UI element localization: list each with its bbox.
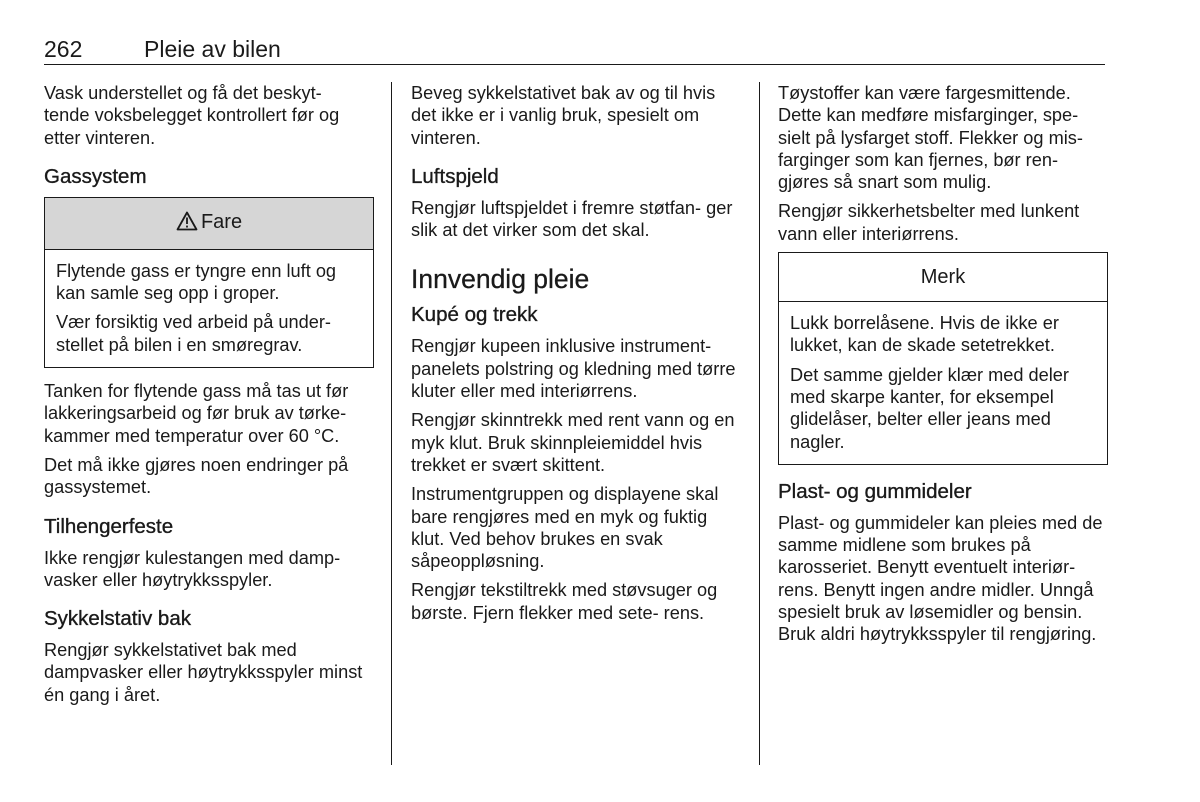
page-number: 262 bbox=[44, 36, 83, 62]
section-heading-kupe: Kupé og trekk bbox=[411, 303, 538, 327]
body-paragraph: Rengjør sikkerhetsbelter med lunkent vann eller interiørrens. bbox=[778, 201, 1080, 244]
section-heading-luftspjeld: Luftspjeld bbox=[411, 164, 499, 188]
warning-triangle-icon bbox=[176, 211, 198, 238]
column-2 bbox=[411, 82, 741, 631]
note-paragraph: Lukk borrelåsene. Hvis de ikke er lukket, kan de skade setetrekket. bbox=[790, 313, 1059, 356]
body-paragraph: Ikke rengjør kulestangen med damp- vasker eller høytrykksspyler. bbox=[44, 547, 341, 590]
body-paragraph: Instrumentgruppen og displayene skal bare rengjøres med en myk og fuktig klut. Ved behov brukes en svak såpeoppløsning. bbox=[411, 484, 719, 572]
column-divider-1 bbox=[391, 82, 392, 765]
page-header bbox=[44, 34, 1105, 65]
body-paragraph: Rengjør tekstiltrekk med støvsuger og børste. Fjern flekker med sete- rens. bbox=[411, 580, 718, 623]
section-heading-gassystem: Gassystem bbox=[44, 164, 147, 188]
section-heading-tilhengerfeste: Tilhengerfeste bbox=[44, 514, 174, 538]
warning-label: Fare bbox=[200, 210, 243, 233]
warning-header bbox=[45, 198, 373, 250]
body-paragraph: Rengjør luftspjeldet i fremre støtfan- ger slik at det virker som det skal. bbox=[411, 197, 733, 241]
body-paragraph: Rengjør sykkelstativet bak med dampvasker eller høytrykksspyler minst én gang i året. bbox=[44, 640, 363, 705]
chapter-heading-innvendig: Innvendig pleie bbox=[411, 264, 590, 295]
note-header: Merk bbox=[779, 253, 1107, 302]
warning-box bbox=[44, 197, 374, 368]
note-box bbox=[778, 252, 1108, 465]
body-paragraph: Tanken for flytende gass må tas ut før lakkeringsarbeid og før bruk av tørke- kammer med temperatur over 60 °C. bbox=[44, 381, 349, 446]
column-divider-2 bbox=[759, 82, 760, 765]
body-paragraph: Det må ikke gjøres noen endringer på gassystemet. bbox=[44, 454, 349, 498]
note-body bbox=[779, 302, 1107, 464]
page-title: Pleie av bilen bbox=[144, 36, 281, 62]
warning-paragraph: Flytende gass er tyngre enn luft og kan samle seg opp i groper. bbox=[56, 260, 337, 304]
body-paragraph: Plast- og gummideler kan pleies med de samme midlene som brukes på karosseriet. Benytt eventuelt interiør- rens. Benytt ingen andre midler. Unngå spesielt bruk av løsemidler og bensin. Bruk aldri høytrykksspyler til rengjøring. bbox=[778, 512, 1103, 645]
intro-paragraph: Beveg sykkelstativet bak av og til hvis det ikke er i vanlig bruk, spesielt om vinteren. bbox=[411, 83, 716, 148]
warning-paragraph: Vær forsiktig ved arbeid på under- stellet på bilen i en smøregrav. bbox=[56, 312, 331, 355]
column-1 bbox=[44, 82, 374, 713]
warning-body bbox=[45, 250, 373, 367]
section-heading-sykkelstativ: Sykkelstativ bak bbox=[44, 607, 191, 631]
intro-paragraph: Vask understellet og få det beskyt- tende voksbelegget kontrollert før og etter vinteren. bbox=[44, 83, 340, 148]
section-heading-plast: Plast- og gummideler bbox=[778, 479, 972, 503]
body-paragraph: Tøystoffer kan være fargesmittende. Dette kan medføre misfarginger, spe- sielt på lysfarget stoff. Flekker og mis- farginger som kan fjernes, bør ren- gjøres så snart som mulig. bbox=[778, 83, 1083, 193]
body-paragraph: Rengjør kupeen inklusive instrument- panelets polstring og kledning med tørre kluter eller med interiørrens. bbox=[411, 336, 736, 402]
body-paragraph: Rengjør skinntrekk med rent vann og en myk klut. Bruk skinnpleiemiddel hvis trekket er svært skittent. bbox=[411, 410, 735, 475]
column-3 bbox=[778, 82, 1108, 653]
note-paragraph: Det samme gjelder klær med deler med skarpe kanter, for eksempel glidelåser, belter eller jeans med nagler. bbox=[790, 364, 1069, 452]
